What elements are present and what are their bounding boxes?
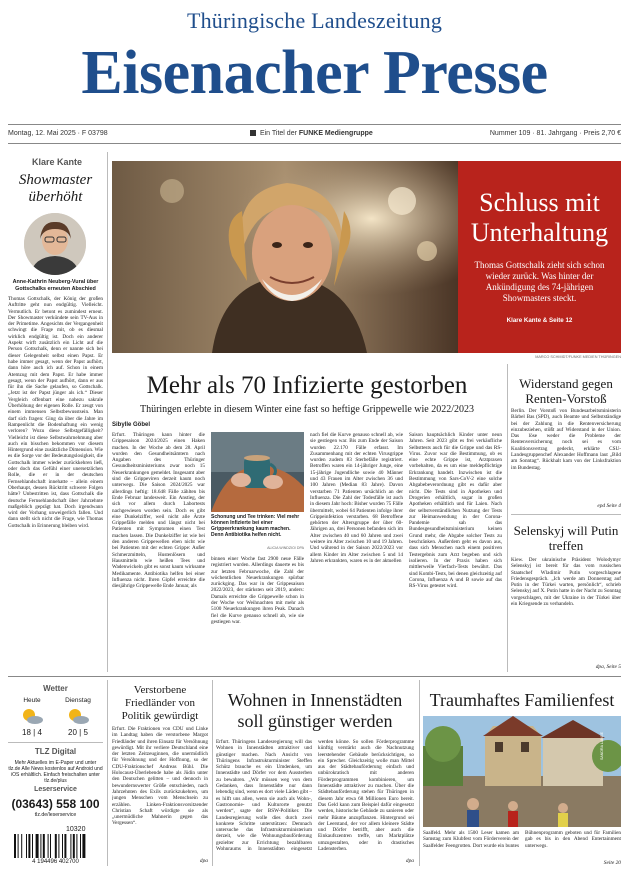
leserservice-url[interactable]: tlz.de/leserservice [34, 812, 77, 818]
publisher-line [250, 130, 373, 137]
barcode-bar [32, 834, 33, 858]
friedlaender-headline: Verstorbene Friedländer von Politik gewürdigt [121, 684, 199, 722]
weather-day2-label: Dienstag [65, 697, 91, 704]
familienfest-photo [423, 716, 621, 827]
publisher-name: FUNKE Mediengruppe [298, 130, 373, 137]
date-line: Montag, 12. Mai 2025 · F 03798 [8, 130, 108, 137]
author-avatar [24, 213, 86, 275]
leserservice-phone[interactable]: (03643) 558 100 [11, 797, 100, 811]
leserservice-title: Leserservice [34, 786, 77, 793]
barcode-bar [82, 834, 85, 858]
grippe-author: Sibylle Göbel [112, 422, 151, 428]
weather-title: Wetter [43, 684, 68, 693]
barcode-bar [40, 834, 41, 858]
friedlaender-ref: dpa [199, 858, 208, 864]
barcode-bar [62, 834, 63, 858]
barcode-bar [64, 834, 66, 858]
weather-day1-temps: 18 | 4 [22, 728, 42, 737]
barcode-bar [36, 834, 39, 858]
rente-body: Berlin. Der Vorstoß von Bundesarbeitsministerin Bärbel Bas (SPD), auch Beamte und Selbstständige bei der Zahlung in die Rentenversicherung einzubeziehen, stößt auf Widerstand in der Union. Das löse weder die Probleme der Rentenversicherung noch sei es vom Koalitionsvertrag gedeckt, erklärte CSU-Landesgruppenchef Alexander Hoffmann laut „Bild am Sonntag“. Rückhalt kam von der Linksfraktion im Bundestag. [511, 408, 621, 471]
innenstaedte-headline: Wohnen in Innenstädten soll günstiger werden [227, 690, 403, 731]
kommentar-body: Thomas Gottschalk, der König der großen Auftritte geht nun endgültig. Vielleicht. Vermutlich. Er betont es zumindest erneut. Der Showmaster verkündete sein TV-Aus in der Primetime. Angesichts der Vergangenheit schwingt die Frage mit, ob es diesmal wirklich endgültig ist. Doch ein anderer Aspekt wirft zusätzlich ein Licht auf die Person Gottschalk, denn er nannte sich bei dieser Gelegenheit selbst einen Papst. Er habe immer gesagt, wenn der Papst aufhört, dann höre auch ich auf. Schon in einem Atemzug mit dem Papst. Er habe immer gesagt, wenn der Papst aufhört, dann er aus für ihn die Sache gelaufen, so Gottschalk. „Jetzt ist der Papst jünger als ich.“ Dieser Vergleich offenbart eine nahezu sakrale Überhöhung der eigenen Rolle. Er zeugt von einem immensen Selbstbewusstsein. Man darf sich fragen: Ging da über die Jahre im Rampenlicht die Bodenhaftung ein wenig verloren? Wozu diese Selbstgefälligkeit? Vielleicht ist diese Selbstwahrnehmung aber auch ein bisschen bekommen vor diesem Hintergrund eine zusätzliche Dimension. Wie es die Sorge vor der Bedeutungslosigkeit, die Gottschalk immer wieder zurückkehren ließ, oder doch das Gefühl einer unersetzlichen Rolle, die er in der deutschen Fernsehlandschaft innehatte – allein einem Oberhaupt, dessen Rücktritt schwere Folgen hätte? Unbestritten ist, dass Gottschalk die deutsche Fernsehlandschaft über Jahrzehnte maßgeblich geprägt hat. Doch irgendwann wird der Vorhang unweigerlich fallen. Und dann stellt sich nicht die Frage, wie Thomas Gottschalk in Erinnerung bleiben wird. [8, 296, 103, 529]
innenstaedte-ref: dpa [405, 858, 414, 864]
weather-day2-low: 5 [83, 728, 88, 737]
familienfest-ref[interactable]: Seite 20 [603, 860, 621, 866]
barcode-bar [43, 834, 45, 858]
masthead-title: Eisenacher Presse [81, 39, 548, 107]
barcode-bar [18, 834, 19, 858]
weather-day1-label: Heute [23, 697, 41, 704]
weather-day1-low: 4 [37, 728, 42, 737]
kommentar-headline: Showmaster überhöht [18, 172, 93, 205]
barcode-bar [48, 834, 49, 858]
barcode-bar [76, 834, 77, 858]
barcode-bar [80, 834, 81, 858]
barcode-top-number: 10320 [66, 826, 86, 833]
selenskyj-body: Kiew. Der ukrainische Präsident Wolodymyr Selenskyj ist bereit für das vom russischen Staatschef Wladimir Putin vorgeschlagene Friedensgespräch. „Ich werde am Donnerstag auf Putin in der Türkei warten, persönlich“, schrieb Selenskyj auf X. Putin hatte in der Nacht zu Sonntag vorgeschlagen, mit der Ukraine in der Türkei über ein Kriegsende zu verhandeln. [511, 557, 621, 608]
selenskyj-ref[interactable]: dpa, Seite 5 [595, 664, 621, 670]
sun-cloud-icon [20, 707, 44, 725]
grippe-headline: Mehr als 70 Infizierte gestorben [146, 372, 468, 399]
kommentar-author: Anne-Kathrin Neuberg-Vural über Gottschalks erneuten Abschied [12, 279, 99, 292]
familienfest-headline: Traumhaftes Familienfest [429, 690, 615, 710]
familienfest-body: Saalfeld. Mehr als 1500 Leser kamen am Samstag zum Klubfest vom Förderverein der Saalfelder Feengrotten. Dort wurde ein buntes Bühnenprogramm geboten und für Familien gab es bis in den Abend Entertainment unterwegs. [423, 830, 621, 849]
barcode [14, 834, 94, 858]
issue-line: Nummer 109 · 81. Jahrgang · Preis 2,70 € [489, 130, 621, 137]
grippe-photo-credit: ALICIA WINDZIO/ DPA [267, 546, 304, 550]
grippe-subhead: Thüringen erlebte in diesem Winter eine fast so heftige Grippewelle wie 2022/2023 [139, 404, 475, 415]
selenskyj-headline: Selenskyj will Putin treffen [513, 523, 619, 553]
lead-teaser: Thomas Gottschalk zieht sich schon wieder zurück. Was hinter der Ankündigung des 74-jährigen Showmasters steckt. [474, 260, 605, 303]
lead-ref[interactable]: Klare Kante & Seite 12 [506, 317, 573, 324]
innenstaedte-body: Erfurt. Thüringens Landesregierung will das Wohnen in Innenstädten attraktiver und günstiger machen. Nach Ansicht von Thüringens Infrastrukturminister Steffen Schütz brauche es ein Umdenken, um Innenstädte und Dörfer vor dem Aussterben zu bewahren. „Wir müssen weg von dem Gedanken, dass Innenstädte nur dann lebendig sind, wenn es dort viele Läden gibt – es hilft uns allen, wenn sie auch als Wohn-, Gastronomie- und Kulturorte genutzt werden“, sagte der BSW-Politiker. Die Landesregierung wolle dies durch zwei konkrete Schritte unterstützen: Demnach untersuche das Infrastrukturministerium derzeit, wie die Wohnungsbauförderung gezielter zur Errichtung bezahlbaren Wohnraums in Innenstädten eingesetzt werden könne. So sollen Förderprogramme künftig verstärkt auch die Nachnutzung leerstehender Gebäude berücksichtigen, so ein Sprecher. Gleichzeitig wolle man Mittel aus der Städtebauförderung einfach und unbürokratisch mit anderen Förderprogrammen kombinieren, um Innenstädte attraktiver zu machen. Über die Städtebauförderung stehen für Thüringen in diesem Jahr etwa 68 Millionen Euro bereit. Das Geld kann zum Beispiel dafür eingesetzt werden, historische Gebäude zu sanieren oder mehr Bäume anzupflanzen. Hintergrund sei der Leerstand, der vor allem kleinere Städte und Dörfer betrifft, aber auch die Einkaufszentren treffe, um Marktplätze umzugestalten, oder in drastisches Ladensterben. [216, 739, 414, 853]
grippe-col2-bottom: binnen einer Woche fast 2900 neue Fälle registriert wurden. Allerdings dauerte es bis zur letzten Februarwoche, die Zahl der wöchentlichen Neuerkrankungen spürbar zurückging. Das war in der Grippesaison 2022/2023, der stärksten seit 2019, anders: Damals erreichte die Grippewelle schon in der Woche vor Weihnachten mit mehr als 5100 Neuerkrankungen ihren Peak. Danach fiel die Kurve genauso schnell ab, wie sie gestiegen war. [211, 556, 304, 625]
publisher-prefix: Ein Titel der [259, 130, 297, 137]
grippe-photo-caption: Schonung und Tee trinken: Viel mehr können Infizierte bei einer Grippeerkrankung kaum machen. Denn Antibiotika helfen nicht. [211, 514, 300, 539]
lead-photo [112, 161, 458, 353]
grippe-col1: Erfurt. Thüringen kann hinter die Grippesaison 2024/2025 einen Haken machen. In der Woche ab dem 28. April wurden den Gesundheitsämtern nach Angaben des Thüringer Gesundheitsministeriums zwar noch 15 Neuerkrankungen gemeldet. Insgesamt aber sind die Grippeviren derzeit kaum noch unterwegs. Die Saison 2024/2025 war allerdings heftig: 18.648 Fälle zählten bis Ende Februar landesweit. Ein Anstieg, der sich vor allem durch Labortests nachgewiesen worden sein. Doch es gibt eine Dunkelziffer, weil nicht alle Ärzte Grippefälle melden und längst nicht bei Patienten mit Symptomen einen Test machen lassen. Die Dunkelziffer ist wie bei den anderen Grippewellen eben nicht wie bei Patienten mit der echten Grippe: Außer Schmerzmitteln, Hustenlösern und Hausmitteln wie heißen Tees und Wadenwickeln gibt es sonst kaum wirksame Medikamente. Antibiotika helfen bei einer Influenza nicht. Ihren Gipfel erreichte die diesjährige Grippewelle Ende Januar, als [112, 432, 205, 590]
publisher-icon [250, 130, 256, 136]
barcode-bar [58, 834, 59, 858]
rente-headline: Widerstand gegen Renten-Vorstoß [519, 376, 613, 406]
weather-day2-temps: 20 | 5 [68, 728, 88, 737]
barcode-bar [50, 834, 51, 858]
masthead-supertitle: Thüringische Landeszeitung [186, 8, 443, 33]
barcode-bottom-number: 4 194496 402700 [32, 859, 79, 865]
weather-day1-high: 18 [22, 728, 31, 737]
barcode-bar [14, 834, 16, 858]
barcode-bar [55, 834, 57, 858]
rente-ref[interactable]: epd Seite 4 [597, 503, 621, 509]
digital-text: Mehr Aktuelles im E-Paper und unter tlz.de Alle News kostenlos auf Android und iOS erhältlich. Einfach freischalten unter tlz.de/plus [8, 760, 103, 785]
grippe-col4: Saison hauptsächlich Kinder unter neun Jahren. Seit 2023 gibt es frei verkäufliche Selbsttests auch für die Grippe und das RS-Virus. Zuvor war die Bestimmung, ob es eine echte Grippe ist, Arztpraxen vorbehalten, da es um eine meldepflichtige Erkrankung handelt. Inzwischen ist die Bestimmung von Sars-CoV-2 eine solche Abgabebeverordnung gibt es dafür aber nicht. Die Tests sind in Apotheken und Drogerien erhältlich, sogar in großen Apotheken erhältlich und für Laien. Nach der selbstverständlichen Nutzung der Tests zur Heimanwendung in der Corona-Pandemie sah das Bundesgesundheitsministerium keinen Grund mehr, die Abgabe solcher Tests zu beschränken. Außerdem geht es davon aus, dass sich Menschen nach einem positiven Testergebnis zum Arzt begeben und sich isolieren. In der Praxis haben sich mittlerweile Vierfach-Tests bewährt. Das sind Kombi-Tests, bei denen gleichzeitig auf Corona, Influenza A und B sowie auf das RS-Virus getestet wird. [409, 432, 502, 590]
grippe-col3: nach fiel die Kurve genauso schnell ab, wie sie gestiegen war. Bis zum Ende der Saison wurden 22.170 Fälle erfasst. Im Zusammenhang mit der echten Virusgrippe wurden zudem 83 Sterbefälle registriert. Betroffen waren ein 14-jähriger Junge, eine 15-jährige Jugendliche sowie 40 Männer und 43 Frauen im Alter zwischen 36 und 100 Jahren (Median 83 Jahre). Davon verstarben 71 Patienten ursächlich an der Influenza. Die Zahl der Todesfälle ist auch in diesem Jahr hoch: Bisher wurden 75 Fälle übermittelt, wobei 64 Patienten infolge ihrer Grippeinfektion verstarben. 68 Betroffene gehörten der Altersgruppe der über 60-Jährigen an, drei Personen befanden sich im Alter zwischen 40 und 60 Jahren und zwei weitere im Alter zwischen 10 und 19 Jahren. Und während in der Saison 2022/2023 vor allem Kinder im Alter zwischen 5 und 14 Jahren erkrankten, waren es in der aktuellen [310, 432, 403, 564]
kommentar-kicker: Klare Kante [32, 157, 83, 167]
barcode-bar [26, 834, 27, 858]
friedlaender-body: Erfurt. Die Fraktionen von CDU und Linke im Landtag haben die verstorbene Margot Friedländer und ihren Einsatz für Versöhnung gewürdigt. Mit ihr verliere Deutschland eine der letzten Zeitzeuginnen, die unermüdlich für Versöhnung und der Hoffnung, so der CDU-Fraktionschef Andreas Bühl. Die Holocaust-Überlebende habe als Jüdin unter den Deutschen gelitten – und dennoch in bewundernswerter Größe entschieden, nach Jahrzehnten des Exils zurückzukehren, um jungen Menschen vom Menschsein zu erzählen. Linken-Fraktionsvorsitzender Christian Schaft würdigte sie als „unermüdliche Mahnerin gegen das Vergessen“. [112, 726, 208, 827]
familienfest-photo-credit: SANDRA LANGE [600, 732, 604, 760]
sun-cloud-icon [66, 707, 90, 725]
lead-headline: Schluss mit Unterhaltung [470, 188, 609, 247]
barcode-bar [70, 834, 71, 858]
barcode-bar [28, 834, 30, 858]
grippe-photo [211, 432, 304, 512]
digital-title: TLZ Digital [34, 747, 77, 756]
weather-day2-high: 20 [68, 728, 77, 737]
barcode-bar [73, 834, 75, 858]
barcode-bar [21, 834, 22, 858]
lead-photo-credit: MARCO SCHMIDT/FUNKE MEDIEN THÜRINGEN [535, 355, 621, 359]
